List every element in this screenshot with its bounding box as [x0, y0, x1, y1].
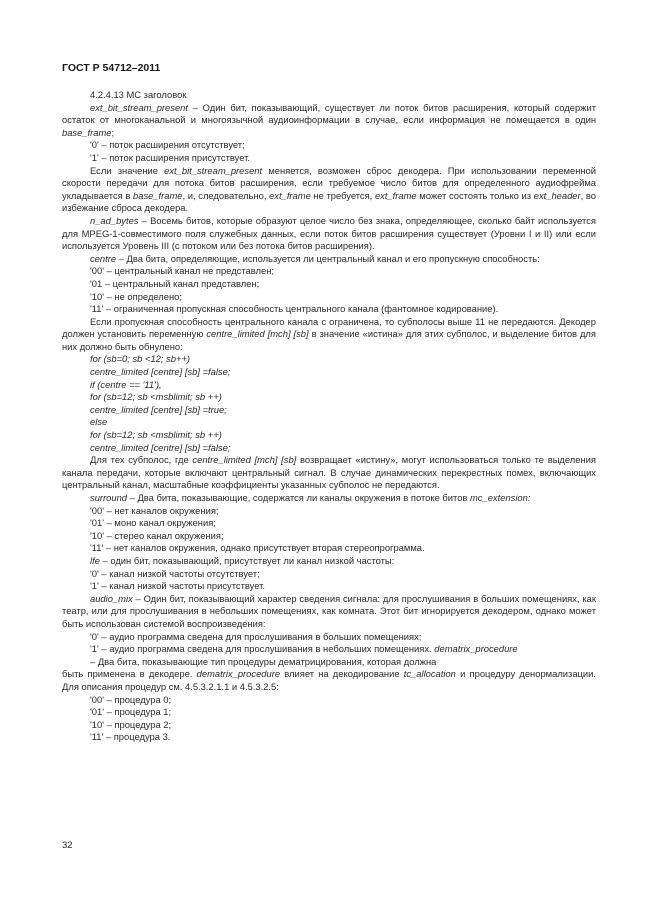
term: centre_limited [mch] [sb] — [192, 454, 297, 466]
paragraph-ext-bit-stream — [62, 102, 596, 140]
paragraph-reset — [62, 165, 596, 215]
term: ext_frame — [269, 189, 311, 201]
term: tc_allocation — [403, 668, 456, 680]
paragraph-surround — [62, 492, 596, 505]
term: audio_mix — [90, 592, 133, 604]
code-line: if (centre == '11'), — [90, 378, 162, 390]
term: centre — [90, 252, 117, 264]
text: Если значение — [90, 164, 165, 176]
list-item: '0' – поток расширения отсутствует; — [90, 139, 245, 151]
text: в значение «истина» для этих субполос, и выделение битов для них должно быть обнулено: — [62, 328, 596, 352]
text-line: – Два бита, показывающие тип процедуры дематрицирования, которая должна — [90, 655, 437, 667]
text: быть применена в декодере. — [62, 668, 197, 680]
section-heading: 4.2.4.13 МС заголовок — [90, 89, 187, 100]
list-item: '00' – центральный канал не представлен; — [90, 265, 274, 277]
code-line: else — [90, 416, 108, 428]
term: dematrix_procedure — [196, 668, 281, 680]
term: mc_extension: — [470, 492, 531, 503]
text: может состоять только из — [416, 189, 534, 201]
term: lfe — [90, 554, 100, 566]
text: – Два бита, определяющие, используется ли центральный канал и его пропускную способность: — [116, 252, 540, 264]
text: возвращает «истину», могут использоваться только те выделения канала передачи, которые включают центральный сигнал. В случае динамических перекрестных помех, включающих центральный канал, масштабные коэффициенты указанных субполос не передаются. — [62, 454, 596, 491]
code-line: centre_limited [centre] [sb] =true; — [90, 403, 227, 415]
text: влияет на декодирование — [280, 668, 404, 680]
list-item: '01 – центральный канал представлен; — [90, 277, 260, 289]
list-item: '1' – канал низкой частоты присутствует. — [90, 580, 265, 592]
text: – Восемь битов, которые образуют целое число без знака, определяющее, сколько байт используется для MPEG-1-совместимого поля служебных данных, если поток битов расширения существует (Уровни I и II) или если используется Уровень III (с потоком или без потока битов расширения). — [62, 214, 596, 252]
list-item: '11' – процедура 3. — [90, 731, 171, 743]
code-line: for (sb=12; sb <msblimit; sb ++) — [90, 391, 222, 403]
list-item: '11' – ограниченная пропускная способность центрального канала (фантомное кодирование). — [90, 303, 499, 315]
list-item: '10' – стерео канал окружения; — [90, 529, 224, 541]
list-item: '0' – канал низкой частоты отсутствует; — [90, 567, 260, 579]
code-line: for (sb=12; sb <msblimit; sb ++) — [90, 429, 222, 441]
list-item: '00' – нет каналов окружения; — [90, 504, 219, 516]
text: не требуется, — [310, 189, 375, 201]
text: – Один бит, показывающий характер сведения сигнала: для прослушивания в больших помещениях, как театр, или для прослушивания в небольших помещениях, как комната. Этот бит игнорируется декодером, однако может быть использован системой воспроизведения: — [62, 592, 596, 629]
text: меняется, возможен сброс декодера. При использовании переменной скорости передачи для потока битов расширения, если требуемое число битов для определенного аудиофрейма укладывается в — [62, 164, 596, 201]
code-line: centre_limited [centre] [sb] =false; — [90, 441, 231, 453]
paragraph-lfe — [62, 555, 596, 568]
paragraph-n-ad-bytes — [62, 215, 596, 253]
text: – Два бита, показывающие, содержатся ли каналы окружения в потоке битов — [127, 492, 470, 503]
list-item: '10' – не определено; — [90, 290, 182, 302]
text: , и, следовательно, — [182, 189, 270, 201]
term: n_ad_bytes — [90, 214, 139, 226]
paragraph-dematrix — [62, 668, 596, 693]
document-body — [62, 89, 596, 744]
term: ext_bit_stream_present — [164, 164, 263, 176]
text: '1' – аудио программа сведена для прослушивания в небольших помещениях. — [90, 643, 435, 655]
list-item: '01' – моно канал окружения; — [90, 517, 216, 529]
list-item — [62, 643, 596, 656]
term: surround — [90, 492, 128, 503]
list-item: '11' – нет каналов окружения, однако присутствует вторая стереопрограмма. — [90, 542, 425, 554]
list-item: '1' – поток расширения присутствует. — [90, 151, 250, 163]
text: – один бит, показывающий, присутствует ли канал низкой частоты: — [99, 554, 395, 566]
term: centre_limited [mch] [sb] — [206, 328, 309, 340]
paragraph-centre — [62, 253, 596, 266]
text: , во избежание сброса декодера. — [62, 189, 596, 214]
term: ext_frame — [374, 189, 417, 201]
code-line: for (sb=0; sb <12; sb++) — [90, 353, 191, 365]
text: и процедуру денормализации. Для описания процедур см. 4.5.3.2.1.1 и 4.5.3.2.5: — [62, 668, 596, 692]
paragraph-audio-mix — [62, 593, 596, 631]
text: ; — [111, 126, 115, 138]
term: base_frame — [62, 126, 112, 138]
page-number: 32 — [62, 840, 73, 851]
text: Если пропускная способность центрального канала с ограничена, то субполосы выше 11 не передаются. Декодер должен установить переменную — [62, 315, 596, 340]
term: ext_header — [533, 189, 581, 201]
list-item: '01' – процедура 1; — [90, 706, 172, 718]
term: dematrix_procedure — [434, 643, 518, 655]
term: base_frame — [133, 189, 183, 201]
code-line: centre_limited [centre] [sb] =false; — [90, 366, 231, 378]
list-item: '0' – аудио программа сведена для прослушивания в больших помещениях; — [90, 630, 422, 642]
list-item: '10' – процедура 2; — [90, 718, 172, 730]
paragraph-centre-limited — [62, 316, 596, 354]
text: Для тех субполос, где — [90, 454, 193, 466]
term: ext_bit_stream_present — [90, 101, 188, 113]
document-header: ГОСТ Р 54712–2011 — [62, 62, 161, 74]
paragraph-subbands — [62, 454, 596, 492]
list-item: '00' – процедура 0; — [90, 693, 172, 705]
text: – Один бит, показывающий, существует ли поток битов расширения, который содержит остаток от многоканальной и многоязычной аудиоинформации в случае, если информация не помещается в один — [62, 101, 596, 126]
